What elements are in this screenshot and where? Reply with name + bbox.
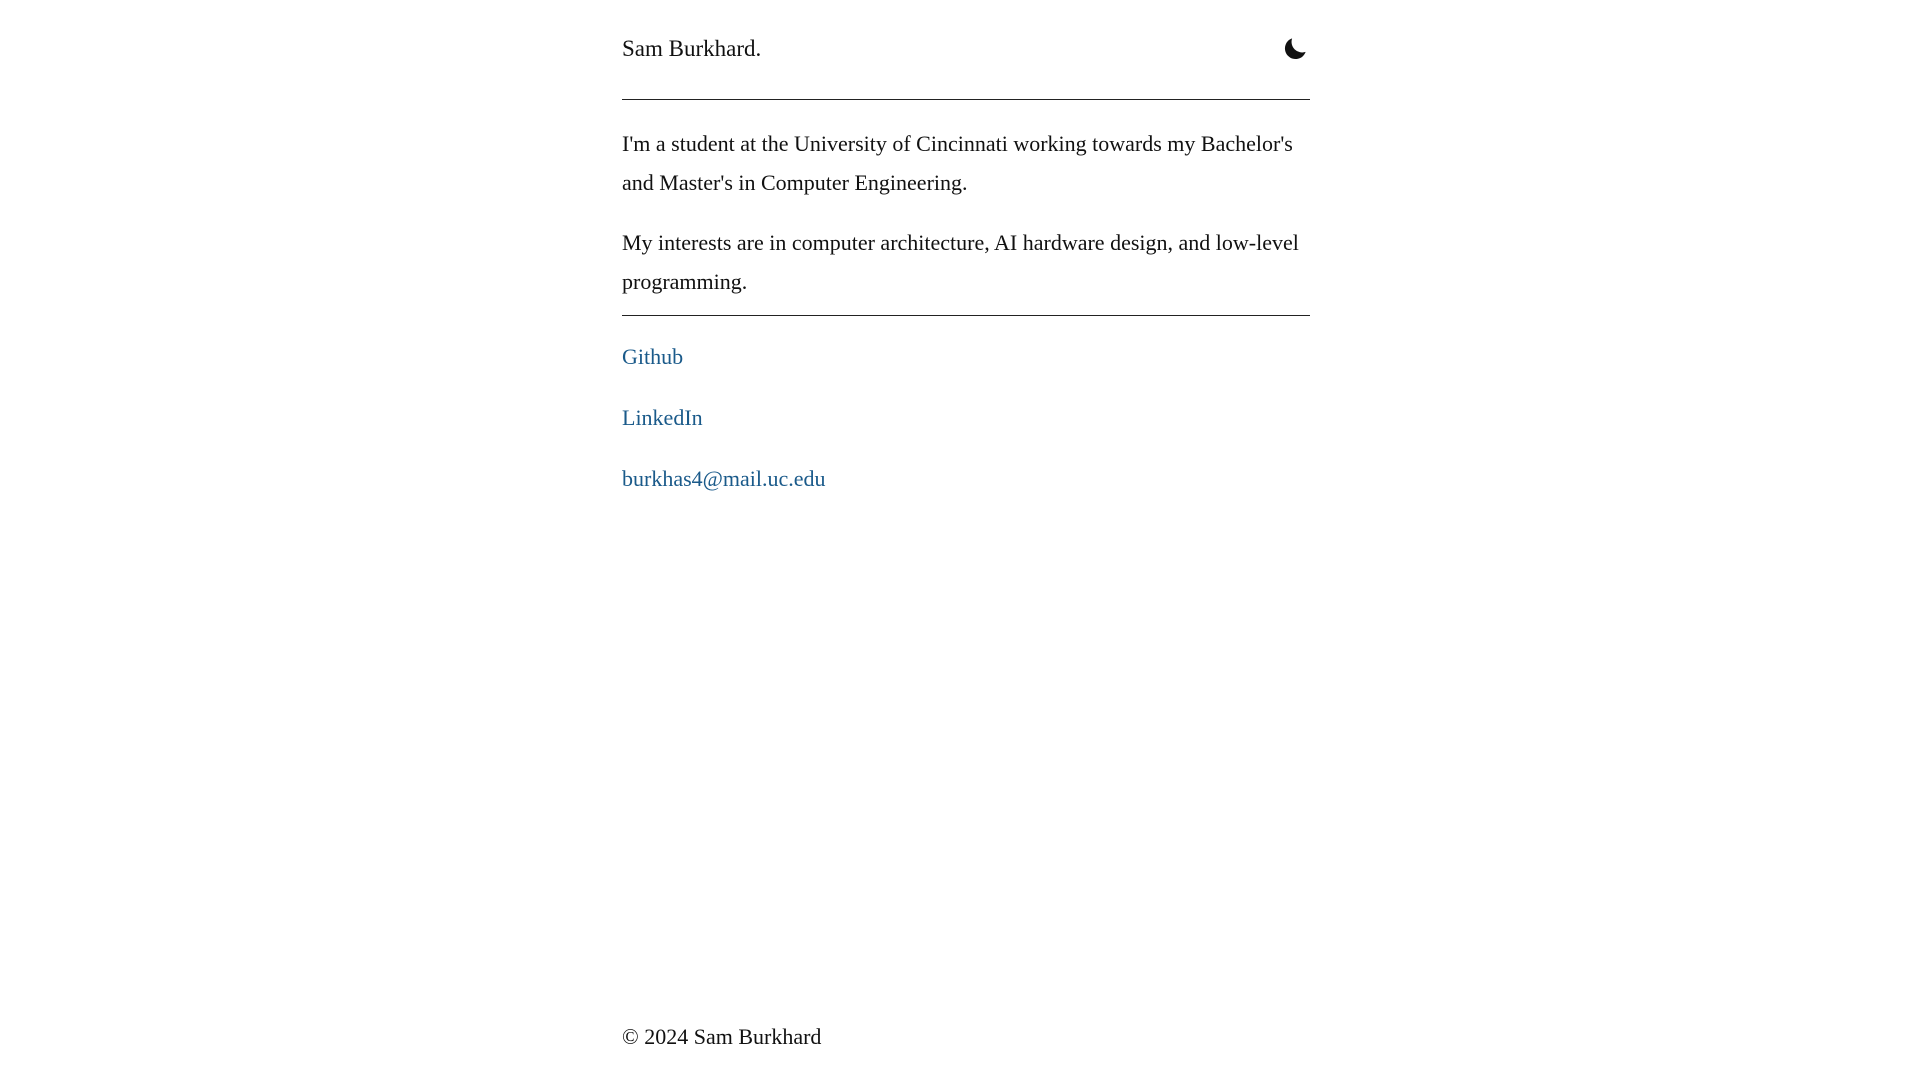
site-footer: © 2024 Sam Burkhard bbox=[622, 1024, 822, 1049]
site-header bbox=[622, 0, 1310, 100]
about-paragraph-interests: My interests are in computer architecture, AI hardware design, and low-level programming. bbox=[622, 230, 1299, 294]
github-link[interactable]: Github bbox=[622, 344, 684, 369]
page-container bbox=[622, 0, 1310, 523]
about-paragraph-study: I'm a student at the University of Cincinnati working towards my Bachelor's and Master's in Computer Engineering. bbox=[622, 131, 1293, 195]
moon-icon bbox=[1280, 34, 1310, 64]
about-section bbox=[622, 100, 1310, 316]
theme-toggle-button[interactable] bbox=[1280, 34, 1310, 64]
email-link[interactable]: burkhas4@mail.uc.edu bbox=[622, 466, 826, 491]
site-title[interactable]: Sam Burkhard. bbox=[622, 36, 762, 61]
contact-links bbox=[622, 316, 1310, 496]
linkedin-link[interactable]: LinkedIn bbox=[622, 405, 703, 430]
